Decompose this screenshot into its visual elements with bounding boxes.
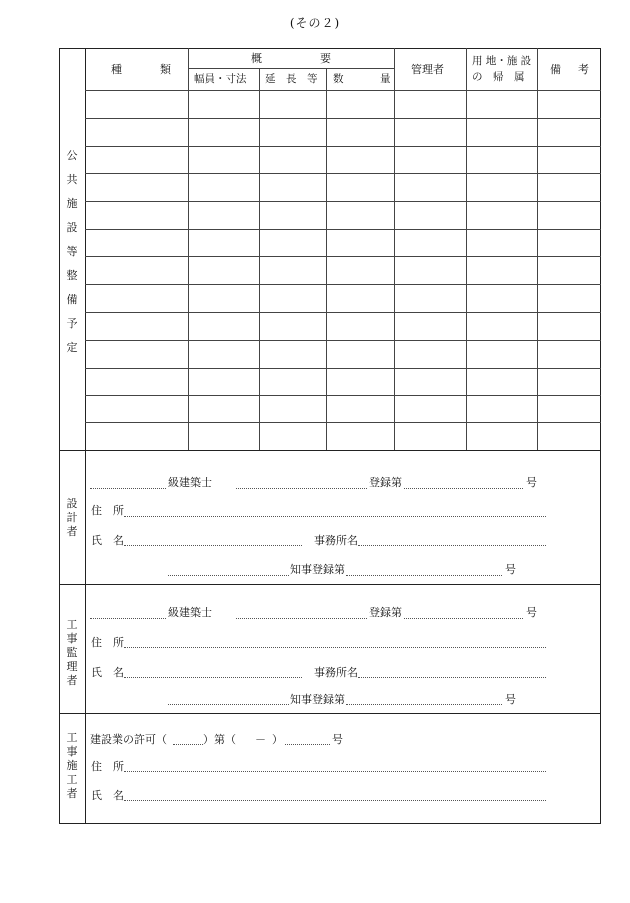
registration-suffix: 号 — [526, 476, 537, 489]
architect-grade-field[interactable] — [90, 618, 166, 619]
license-mid-1: ）第（ — [203, 733, 236, 746]
gov-registration-suffix: 号 — [505, 693, 516, 706]
architect-blank-field[interactable] — [236, 618, 367, 619]
architect-grade-label: 級建築士 — [168, 606, 212, 619]
architect-grade-label: 級建築士 — [168, 476, 212, 489]
table-row-line — [85, 284, 601, 285]
gov-reg-prefix-field[interactable] — [168, 575, 289, 576]
table-row-line — [85, 173, 601, 174]
office-field[interactable] — [358, 677, 546, 678]
header-overview-a: 概 — [251, 52, 262, 65]
section-label-public-facilities: 公 共 施 設 等 整 備 予 定 — [66, 149, 78, 354]
col-divider — [188, 48, 189, 450]
label-column-divider — [85, 48, 86, 824]
header-ownership-2: の 帰 属 — [472, 71, 525, 83]
office-label: 事務所名 — [314, 666, 358, 679]
table-row-line — [85, 395, 601, 396]
form-frame — [59, 48, 601, 824]
gov-registration-suffix: 号 — [505, 563, 516, 576]
table-row-line — [85, 229, 601, 230]
table-row-line — [85, 146, 601, 147]
section-divider — [59, 584, 601, 585]
col-divider — [326, 68, 327, 450]
table-row-line — [85, 368, 601, 369]
section-divider — [59, 450, 601, 451]
license-label: 建設業の許可（ — [90, 733, 167, 746]
architect-grade-field[interactable] — [90, 488, 166, 489]
table-row-line — [85, 422, 601, 423]
col-divider — [259, 68, 260, 450]
gov-reg-prefix-field[interactable] — [168, 704, 289, 705]
col-divider — [394, 48, 395, 450]
license-type-field[interactable] — [173, 744, 203, 745]
section-label-contractor: 工 事 施 工 者 — [66, 731, 78, 800]
license-suffix: 号 — [332, 733, 343, 746]
name-field[interactable] — [124, 800, 546, 801]
architect-blank-field[interactable] — [236, 488, 367, 489]
header-manager: 管理者 — [411, 63, 444, 76]
header-qty-a: 数 — [333, 73, 344, 85]
section-divider — [59, 713, 601, 714]
header-length: 延 長 等 — [265, 73, 318, 85]
header-width: 幅員・寸法 — [194, 73, 247, 85]
gov-registration-field[interactable] — [346, 575, 502, 576]
office-label: 事務所名 — [314, 534, 358, 547]
name-label: 氏 名 — [91, 789, 124, 802]
office-field[interactable] — [358, 545, 546, 546]
header-type-b: 類 — [160, 63, 171, 76]
table-row-line — [85, 201, 601, 202]
gov-registration-label: 知事登録第 — [290, 693, 345, 706]
name-field[interactable] — [124, 677, 302, 678]
registration-number-field[interactable] — [404, 618, 523, 619]
table-row-line — [85, 340, 601, 341]
name-label: 氏 名 — [91, 534, 124, 547]
name-label: 氏 名 — [91, 666, 124, 679]
table-row-line — [85, 118, 601, 119]
address-field[interactable] — [124, 771, 546, 772]
table-row-line — [85, 312, 601, 313]
registration-label: 登録第 — [369, 606, 402, 619]
gov-registration-label: 知事登録第 — [290, 563, 345, 576]
header-type-a: 種 — [111, 63, 122, 76]
address-label: 住 所 — [91, 636, 124, 649]
header-subline — [188, 68, 394, 69]
address-field[interactable] — [124, 516, 546, 517]
section-label-designer: 設 計 者 — [66, 497, 78, 538]
license-mid-2: ） — [272, 733, 283, 746]
header-remarks-b: 考 — [578, 63, 589, 76]
header-ownership-1: 用 地・施 設 — [472, 55, 532, 67]
header-overview-b: 要 — [320, 52, 331, 65]
header-remarks-a: 備 — [550, 63, 561, 76]
license-number-field[interactable] — [285, 744, 330, 745]
address-label: 住 所 — [91, 504, 124, 517]
gov-registration-field[interactable] — [346, 704, 502, 705]
registration-suffix: 号 — [526, 606, 537, 619]
table-row-line — [85, 90, 601, 91]
table-row-line — [85, 256, 601, 257]
header-qty-b: 量 — [380, 73, 391, 85]
col-divider — [537, 48, 538, 450]
registration-label: 登録第 — [369, 476, 402, 489]
col-divider — [466, 48, 467, 450]
section-label-supervisor: 工 事 監 理 者 — [66, 618, 78, 687]
page-label: (その２) — [289, 16, 341, 30]
address-field[interactable] — [124, 647, 546, 648]
name-field[interactable] — [124, 545, 302, 546]
address-label: 住 所 — [91, 760, 124, 773]
registration-number-field[interactable] — [404, 488, 523, 489]
license-dash: － — [255, 733, 266, 746]
